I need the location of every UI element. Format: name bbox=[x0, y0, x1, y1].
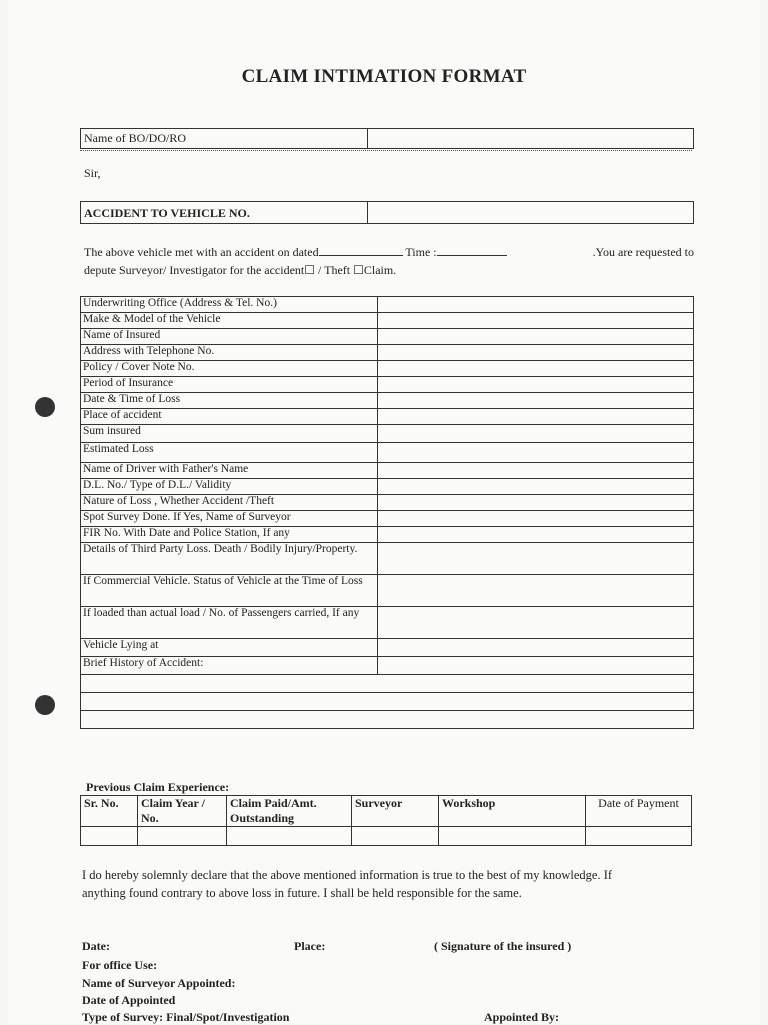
detail-value[interactable] bbox=[378, 393, 694, 409]
intro-line-2: depute Surveyor/ Investigator for the accident☐ / Theft ☐Claim. bbox=[84, 263, 397, 277]
detail-row bbox=[81, 329, 694, 345]
detail-value[interactable] bbox=[378, 361, 694, 377]
detail-value[interactable] bbox=[378, 607, 694, 639]
cell[interactable] bbox=[81, 827, 138, 846]
detail-label: Policy / Cover Note No. bbox=[81, 361, 378, 377]
cell[interactable] bbox=[138, 827, 227, 846]
detail-label: If Commercial Vehicle. Status of Vehicle at the Time of Loss bbox=[81, 575, 378, 607]
detail-label: Estimated Loss bbox=[81, 443, 378, 463]
detail-label: Spot Survey Done. If Yes, Name of Surveyor bbox=[81, 511, 378, 527]
vehicle-no-value[interactable] bbox=[368, 202, 693, 223]
detail-label: Sum insured bbox=[81, 425, 378, 443]
intro-line-1 bbox=[84, 245, 694, 260]
bodo-value[interactable] bbox=[368, 129, 693, 148]
detail-value[interactable] bbox=[378, 345, 694, 361]
detail-value[interactable] bbox=[378, 463, 694, 479]
detail-value[interactable] bbox=[378, 329, 694, 345]
previous-claim-title: Previous Claim Experience: bbox=[86, 780, 230, 794]
detail-row bbox=[81, 657, 694, 675]
detail-label: Nature of Loss , Whether Accident /Theft bbox=[81, 495, 378, 511]
divider bbox=[80, 150, 692, 151]
detail-row bbox=[81, 361, 694, 377]
detail-value[interactable] bbox=[378, 511, 694, 527]
detail-value[interactable] bbox=[378, 297, 694, 313]
cell[interactable] bbox=[227, 827, 352, 846]
declaration-line-1: I do hereby solemnly declare that the above mentioned information is true to the best of my knowledge. If bbox=[82, 868, 613, 882]
detail-row bbox=[81, 297, 694, 313]
detail-row bbox=[81, 639, 694, 657]
detail-row bbox=[81, 543, 694, 575]
col-sr-no: Sr. No. bbox=[81, 796, 138, 827]
detail-row bbox=[81, 443, 694, 463]
intro-text-b: Time : bbox=[405, 245, 437, 259]
detail-row bbox=[81, 425, 694, 443]
salutation: Sir, bbox=[84, 166, 101, 180]
detail-row bbox=[81, 495, 694, 511]
detail-label: FIR No. With Date and Police Station, If any bbox=[81, 527, 378, 543]
signature-label: ( Signature of the insured ) bbox=[434, 939, 572, 953]
previous-claim-table bbox=[80, 795, 692, 846]
detail-value[interactable] bbox=[378, 543, 694, 575]
surveyor-appointed-label: Name of Surveyor Appointed: bbox=[82, 976, 236, 990]
detail-label: Underwriting Office (Address & Tel. No.) bbox=[81, 297, 378, 313]
intro-text-a: The above vehicle met with an accident on dated bbox=[84, 245, 319, 259]
detail-label: If loaded than actual load / No. of Passengers carried, If any bbox=[81, 607, 378, 639]
date-label: Date: bbox=[82, 939, 110, 953]
declaration-line-2: anything found contrary to above loss in future. I shall be held responsible for the same. bbox=[82, 886, 522, 900]
history-line-field[interactable] bbox=[81, 711, 694, 729]
detail-row bbox=[81, 527, 694, 543]
office-use-label: For office Use: bbox=[82, 958, 158, 972]
cell[interactable] bbox=[352, 827, 439, 846]
cell[interactable] bbox=[439, 827, 586, 846]
col-workshop: Workshop bbox=[439, 796, 586, 827]
detail-value[interactable] bbox=[378, 495, 694, 511]
detail-value[interactable] bbox=[378, 639, 694, 657]
accident-label: ACCIDENT TO VEHICLE NO. bbox=[81, 202, 368, 223]
detail-row bbox=[81, 313, 694, 329]
col-claim-paid: Claim Paid/Amt. Outstanding bbox=[227, 796, 352, 827]
col-surveyor: Surveyor bbox=[352, 796, 439, 827]
detail-label: Date & Time of Loss bbox=[81, 393, 378, 409]
prev-data-row bbox=[81, 827, 692, 846]
detail-row bbox=[81, 463, 694, 479]
detail-label: Make & Model of the Vehicle bbox=[81, 313, 378, 329]
survey-type-label: Type of Survey: Final/Spot/Investigation bbox=[82, 1010, 290, 1024]
history-line bbox=[81, 675, 694, 693]
detail-row bbox=[81, 479, 694, 495]
detail-value[interactable] bbox=[378, 479, 694, 495]
detail-value[interactable] bbox=[378, 575, 694, 607]
appointed-by-label: Appointed By: bbox=[484, 1010, 560, 1024]
punch-hole bbox=[35, 397, 55, 417]
cell[interactable] bbox=[586, 827, 692, 846]
detail-value[interactable] bbox=[378, 657, 694, 675]
date-appointed-label: Date of Appointed bbox=[82, 993, 176, 1007]
history-line bbox=[81, 711, 694, 729]
col-date-of-payment: Date of Payment bbox=[586, 796, 692, 827]
bodo-label: Name of BO/DO/RO bbox=[81, 129, 368, 148]
accident-row bbox=[80, 201, 694, 224]
brief-history-label: Brief History of Accident: bbox=[81, 657, 378, 675]
page-title: CLAIM INTIMATION FORMAT bbox=[241, 66, 527, 87]
detail-value[interactable] bbox=[378, 527, 694, 543]
detail-row bbox=[81, 575, 694, 607]
bodo-row bbox=[80, 128, 694, 149]
detail-value[interactable] bbox=[378, 377, 694, 393]
detail-value[interactable] bbox=[378, 443, 694, 463]
detail-value[interactable] bbox=[378, 313, 694, 329]
detail-label: D.L. No./ Type of D.L./ Validity bbox=[81, 479, 378, 495]
prev-header-row bbox=[81, 796, 692, 827]
history-line-field[interactable] bbox=[81, 693, 694, 711]
detail-row bbox=[81, 377, 694, 393]
claim-details-table bbox=[80, 296, 694, 729]
detail-value[interactable] bbox=[378, 425, 694, 443]
detail-row bbox=[81, 511, 694, 527]
detail-row bbox=[81, 393, 694, 409]
vehicle-lying-label: Vehicle Lying at bbox=[81, 639, 378, 657]
detail-value[interactable] bbox=[378, 409, 694, 425]
detail-row bbox=[81, 345, 694, 361]
detail-label: Name of Insured bbox=[81, 329, 378, 345]
detail-label: Name of Driver with Father's Name bbox=[81, 463, 378, 479]
detail-row bbox=[81, 409, 694, 425]
detail-label: Details of Third Party Loss. Death / Bodily Injury/Property. bbox=[81, 543, 378, 575]
intro-text-c: .You are requested to bbox=[592, 245, 694, 259]
detail-label: Address with Telephone No. bbox=[81, 345, 378, 361]
punch-hole bbox=[35, 695, 55, 715]
col-claim-year: Claim Year / No. bbox=[138, 796, 227, 827]
detail-label: Period of Insurance bbox=[81, 377, 378, 393]
detail-label: Place of accident bbox=[81, 409, 378, 425]
detail-row bbox=[81, 607, 694, 639]
history-line bbox=[81, 693, 694, 711]
place-label: Place: bbox=[294, 939, 326, 953]
history-line-field[interactable] bbox=[81, 675, 694, 693]
